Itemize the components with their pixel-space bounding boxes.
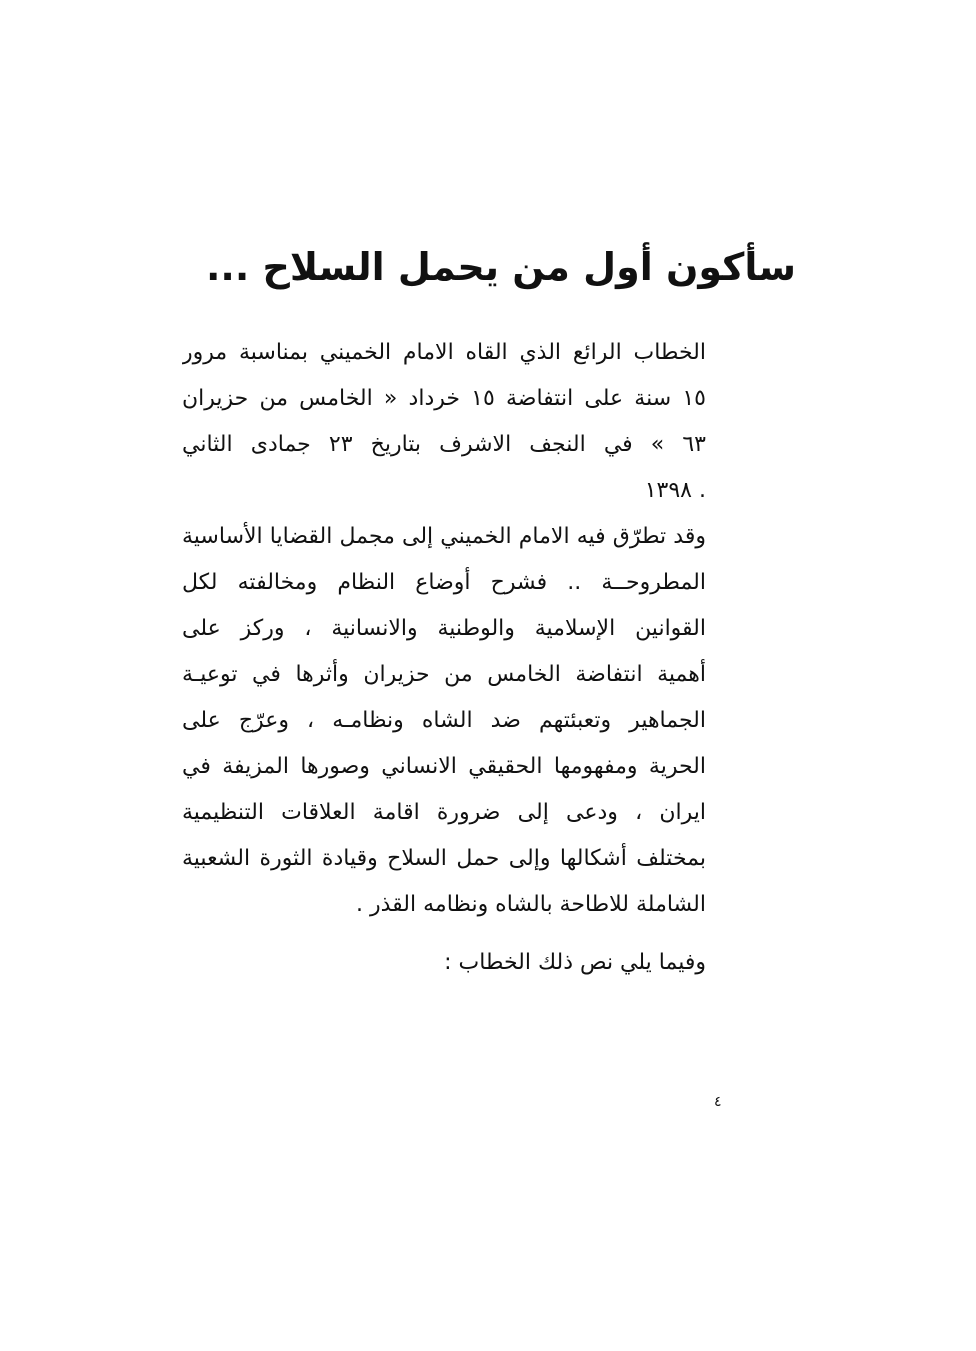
summary-line-7: ايران ، ودعى إلى ضرورة اقامة العلاقات التنظيمية: [182, 800, 706, 825]
intro-line-2: ١٥ سنة على انتفاضة ١٥ خرداد « الخامس من حزيران: [182, 386, 706, 411]
summary-line-8: بمختلف أشكالها وإلى حمل السلاح وقيادة الثورة الشعبية: [182, 846, 706, 871]
chapter-title: سأكون أول من يحمل السلاح ...: [205, 245, 796, 289]
summary-line-9: الشاملة للاطاحة بالشاه ونظامه القذر .: [356, 892, 706, 917]
summary-line-4: أهمية انتفاضة الخامس من حزيران وأثرها في توعيـة: [182, 662, 706, 687]
page-number: ٤: [714, 1094, 722, 1110]
body-text: [182, 330, 706, 986]
summary-line-6: الحرية ومفهومها الحقيقي الانساني وصورها المزيفة في: [182, 754, 706, 779]
intro-line-3: ٦٣ » في النجف الاشرف بتاريخ ٢٣ جمادى الثاني: [182, 432, 706, 457]
summary-line-3: القوانين الإسلامية والوطنية والانسانية ، وركز على: [182, 616, 706, 641]
closing-line: وفيما يلي نص ذلك الخطاب :: [444, 950, 706, 975]
paragraph-spacer: [182, 928, 706, 940]
summary-line-1: وقد تطرّق فيه الامام الخميني إلى مجمل القضايا الأساسية: [182, 524, 706, 549]
summary-line-5: الجماهير وتعبئتهم ضد الشاه ونظامـه ، وعرّج على: [182, 708, 706, 733]
summary-line-2: المطروحــة .. فشرح أوضاع النظام ومخالفته لكل: [182, 570, 706, 595]
intro-line-4: . ١٣٩٨: [644, 478, 706, 503]
intro-line-1: الخطاب الرائع الذي القاه الامام الخميني بمناسبة مرور: [182, 340, 706, 365]
